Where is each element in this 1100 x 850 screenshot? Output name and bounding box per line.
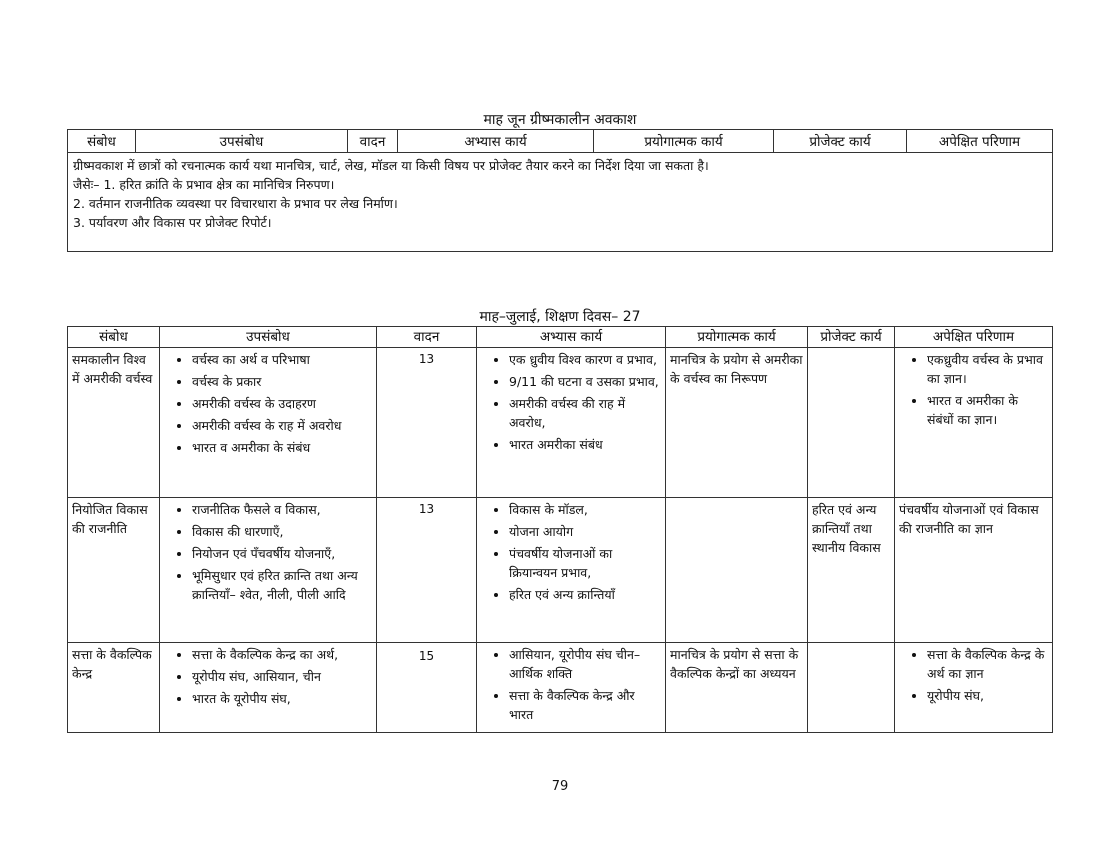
list-item: • भारत अमरीका संबंध [509,435,661,454]
list-item: • भारत के यूरोपीय संघ, [192,689,372,708]
practice-cell [477,498,666,643]
list-item: • सत्ता के वैकल्पिक केन्द्र के अर्थ का ज्ञान [927,645,1048,683]
header-expected-outcome: अपेक्षित परिणाम [895,327,1053,348]
header-periods: वादन [348,130,398,153]
list-item: • एकध्रुवीय वर्चस्व के प्रभाव का ज्ञान। [927,350,1048,388]
outcome-cell [895,643,1053,733]
outcome-cell [895,348,1053,498]
list-item: • विकास के मॉडल, [509,500,661,519]
practice-cell [477,348,666,498]
list-item: • भारत व अमरीका के संबंधों का ज्ञान। [927,391,1048,429]
header-practice-work: अभ्यास कार्य [398,130,594,153]
july-table [67,326,1053,733]
header-expected-outcome: अपेक्षित परिणाम [907,130,1053,153]
table-row [68,348,1053,498]
list-item: • यूरोपीय संघ, [927,686,1048,705]
list-item: • वर्चस्व के प्रकार [192,372,372,391]
section2-title: माह–जुलाई, शिक्षण दिवस– 27 [479,309,641,325]
list-item: • एक ध्रुवीय विश्व कारण व प्रभाव, [509,350,661,369]
periods-cell: 13 [377,498,477,643]
list-item: • 9/11 की घटना व उसका प्रभाव, [509,372,661,391]
concept-cell: नियोजित विकास की राजनीति [68,498,160,643]
project-cell [808,348,895,498]
holiday-note [68,153,1053,252]
header-project-work: प्रोजेक्ट कार्य [774,130,907,153]
list-item: • सत्ता के वैकल्पिक केन्द्र का अर्थ, [192,645,372,664]
list-item: • वर्चस्व का अर्थ व परिभाषा [192,350,372,369]
project-cell [808,643,895,733]
header-periods: वादन [377,327,477,348]
header-practical-work: प्रयोगात्मक कार्य [594,130,774,153]
subconcept-cell [160,643,377,733]
periods-cell: 13 [377,348,477,498]
practical-cell [666,498,808,643]
list-item: • नियोजन एवं पँचवर्षीय योजनाएँ, [192,544,372,563]
header-practical-work: प्रयोगात्मक कार्य [666,327,808,348]
note-line: जैसेः– 1. हरित क्रांति के प्रभाव क्षेत्र का मानिचित्र निरुपण। [73,177,335,192]
periods-cell: 15 [377,643,477,733]
table-header-row [68,130,1053,153]
concept-cell: समकालीन विश्व में अमरीकी वर्चस्व [68,348,160,498]
header-practice-work: अभ्यास कार्य [477,327,666,348]
header-subconcept: उपसंबोध [136,130,348,153]
list-item: • योजना आयोग [509,522,661,541]
note-line: 2. वर्तमान राजनीतिक व्यवस्था पर विचारधारा के प्रभाव पर लेख निर्माण। [73,196,398,211]
practical-cell: मानचित्र के प्रयोग से अमरीका के वर्चस्व का निरूपण [666,348,808,498]
table-row [68,643,1053,733]
project-cell: हरित एवं अन्य क्रान्तियाँ तथा स्थानीय विकास [808,498,895,643]
subconcept-cell [160,498,377,643]
list-item: • पंचवर्षीय योजनाओं का क्रियान्वयन प्रभाव, [509,544,661,582]
table-row [68,498,1053,643]
list-item: • अमरीकी वर्चस्व के उदाहरण [192,394,372,413]
list-item: • यूरोपीय संघ, आसियान, चीन [192,667,372,686]
list-item: • विकास की धारणाएँ, [192,522,372,541]
header-concept: संबोध [68,130,136,153]
section1-title: माह जून ग्रीष्मकालीन अवकाश [483,112,637,128]
concept-cell: सत्ता के वैकल्पिक केन्द्र [68,643,160,733]
header-concept: संबोध [68,327,160,348]
page-number: 79 [551,779,569,794]
outcome-cell: पंचवर्षीय योजनाओं एवं विकास की राजनीति का ज्ञान [895,498,1053,643]
list-item: • हरित एवं अन्य क्रान्तियाँ [509,585,661,604]
list-item: • भूमिसुधार एवं हरित क्रान्ति तथा अन्य क्रान्तियाँ– श्वेत, नीली, पीली आदि [192,566,372,604]
note-line: 3. पर्यावरण और विकास पर प्रोजेक्ट रिपोर्ट। [73,215,272,230]
list-item: • अमरीकी वर्चस्व के राह में अवरोध [192,416,372,435]
table-header-row [68,327,1053,348]
practical-cell: मानचित्र के प्रयोग से सत्ता के वैकल्पिक केन्द्रों का अध्ययन [666,643,808,733]
list-item: • सत्ता के वैकल्पिक केन्द्र और भारत [509,686,661,724]
list-item: • राजनीतिक फैसले व विकास, [192,500,372,519]
note-line: ग्रीष्मवकाश में छात्रों को रचनात्मक कार्य यथा मानचित्र, चार्ट, लेख, मॉडल या किसी विषय पर प्रोजेक्ट तैयार करने का निर्देश दिया जा सकता है। [73,158,709,173]
list-item: • अमरीकी वर्चस्व की राह में अवरोध, [509,394,661,432]
practice-cell [477,643,666,733]
list-item: • आसियान, यूरोपीय संघ चीन–आर्थिक शक्ति [509,645,661,683]
subconcept-cell [160,348,377,498]
header-subconcept: उपसंबोध [160,327,377,348]
header-project-work: प्रोजेक्ट कार्य [808,327,895,348]
holiday-table [67,129,1053,252]
list-item: • भारत व अमरीका के संबंध [192,438,372,457]
